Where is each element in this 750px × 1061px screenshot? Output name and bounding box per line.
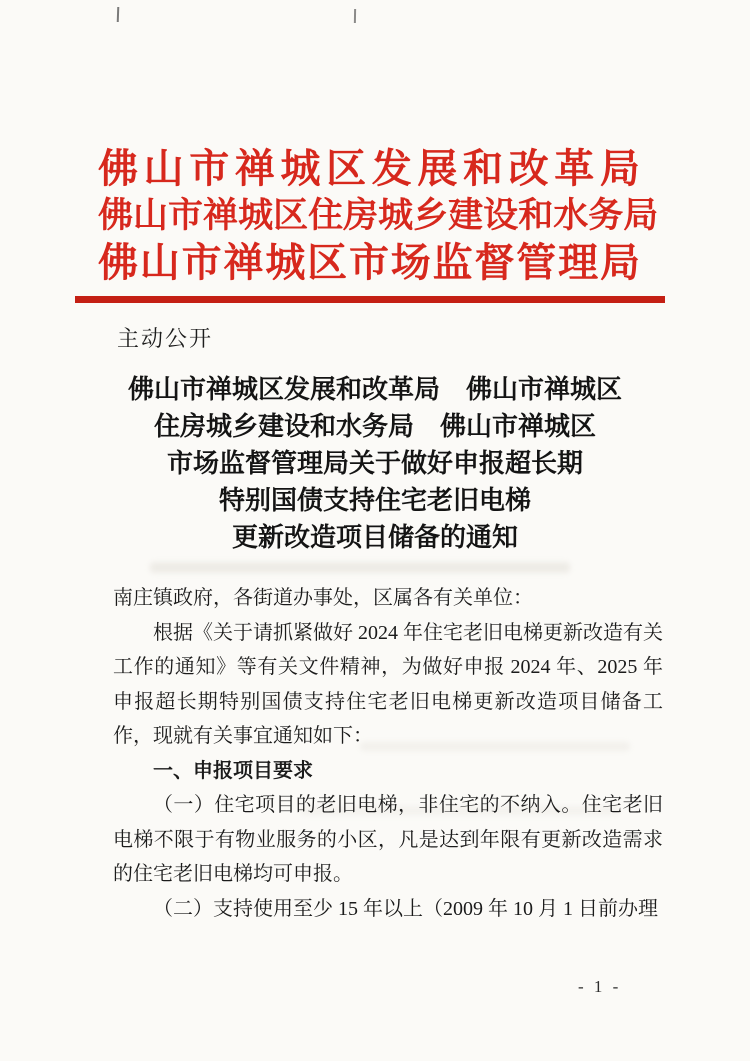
- paragraph: （二）支持使用至少 15 年以上（2009 年 10 月 1 日前办理: [153, 897, 658, 920]
- letterhead-agency-2: 佛 山 市 禅 城 区 住 房 城 乡 建 设 和 水 务 局: [98, 195, 659, 235]
- section-heading: 一、申报项目要求: [153, 759, 313, 782]
- paragraph: （一）住宅项目的老旧电梯，非住宅的不纳入。住宅老旧电梯不限于有物业服务的小区，凡是达到年限有更新改造需求的住宅老旧电梯均可申报。: [113, 794, 663, 885]
- title-line: 佛山市禅城区发展和改革局 佛山市禅城区: [127, 375, 622, 404]
- salutation: 南庄镇政府，各街道办事处，区属各有关单位：: [113, 587, 533, 609]
- page-number: - 1 -: [578, 977, 622, 996]
- title-line: 市场监督管理局关于做好申报超长期: [166, 449, 583, 478]
- document-body: [113, 581, 663, 926]
- scan-artifact-tick: [354, 9, 356, 23]
- scan-artifact-tick: [117, 7, 120, 22]
- letterhead-rule: [75, 296, 665, 303]
- scan-bleedthrough-smudge: [150, 562, 570, 573]
- title-line: 更新改造项目储备的通知: [231, 523, 518, 552]
- letterhead-agency-3: 佛 山 市 禅 城 区 市 场 监 督 管 理 局: [98, 240, 640, 285]
- letterhead: [98, 142, 659, 285]
- title-line: 住房城乡建设和水务局 佛山市禅城区: [153, 412, 596, 441]
- paragraph: 根据《关于请抓紧做好 2024 年住宅老旧电梯更新改造有关工作的通知》等有关文件精神，为做好申报 2024 年、2025 年申报超长期特别国债支持住宅老旧电梯更新改造项目储备工作，现就有关事宜通知如下：: [113, 621, 663, 747]
- document-title: [0, 371, 750, 556]
- disclosure-label: 主动公开: [117, 326, 214, 351]
- letterhead-agency-1: 佛 山 市 禅 城 区 发 展 和 改 革 局: [98, 146, 640, 191]
- title-line: 特别国债支持住宅老旧电梯: [218, 486, 531, 515]
